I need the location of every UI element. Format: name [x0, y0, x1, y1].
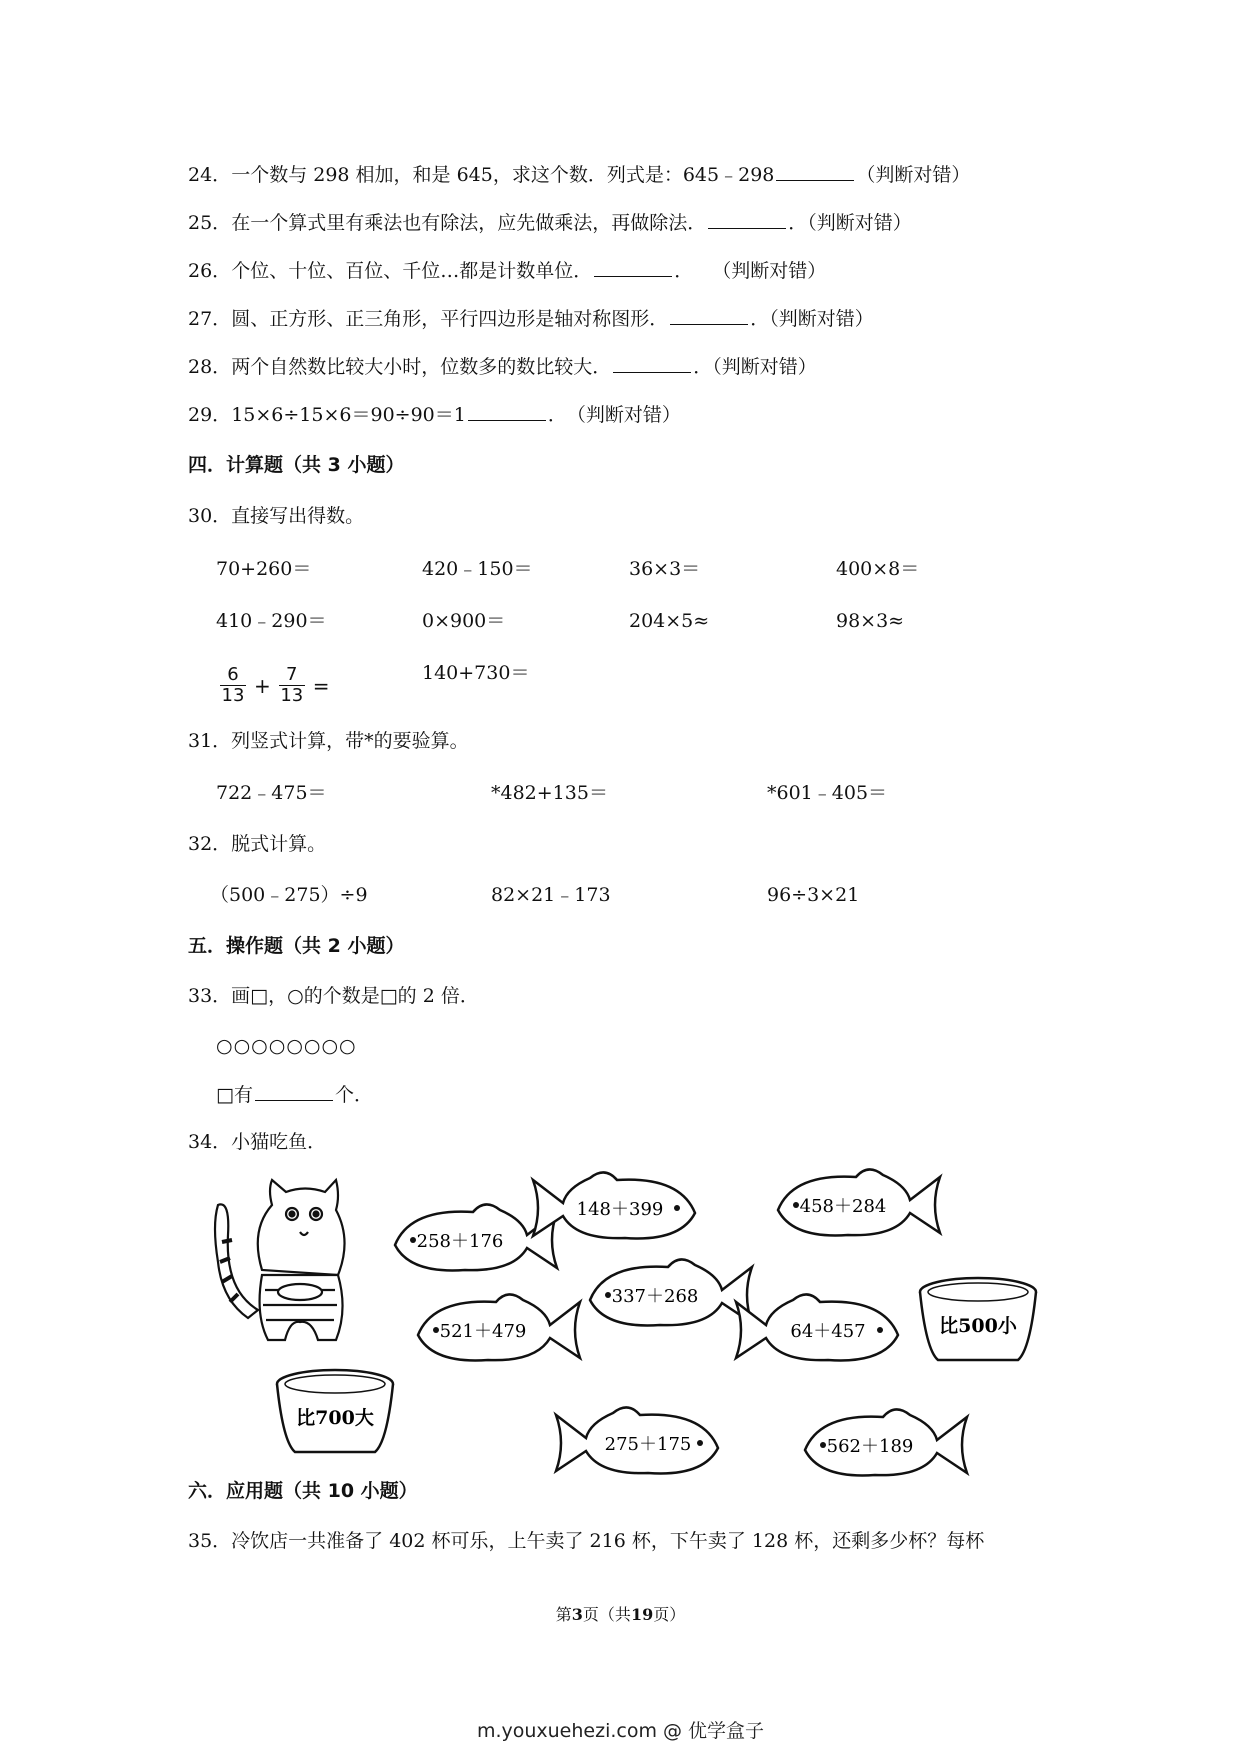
fish-label: 148＋399: [576, 1199, 664, 1220]
bowl-label: 比500小: [939, 1315, 1017, 1337]
question-28: 28．两个自然数比较大小时，位数多的数比较大． ．（判断对错）: [188, 356, 817, 378]
question-33-title: 33．画□，○的个数是□的 2 倍．: [188, 985, 479, 1007]
bowl-label: 比700大: [296, 1407, 374, 1429]
fish-label: 562＋189: [826, 1436, 914, 1457]
circles-row: ○○○○○○○○: [216, 1035, 357, 1057]
question-35: 35．冷饮店一共准备了 402 杯可乐，上午卖了 216 杯，下午卖了 128 杯，还剩多少杯？每杯: [188, 1530, 985, 1552]
q30-item: 400×8＝: [836, 558, 920, 580]
fish-label: 337＋268: [611, 1286, 699, 1307]
question-30-title: 30．直接写出得数。: [188, 505, 365, 527]
q30-item: 98×3≈: [836, 610, 905, 632]
bowl[interactable]: [920, 1278, 1036, 1360]
fish-label: 64＋457: [790, 1321, 866, 1342]
fraction-b: 7 13: [280, 664, 304, 706]
fish[interactable]: [778, 1169, 940, 1235]
question-31-title: 31．列竖式计算，带*的要验算。: [188, 730, 469, 752]
q30-item: 420﹣150＝: [422, 558, 533, 580]
fish-label: 258＋176: [416, 1231, 504, 1252]
q30-item: 410﹣290＝: [216, 610, 327, 632]
q30-item: 0×900＝: [422, 610, 506, 632]
q30-item: 140+730＝: [422, 662, 530, 684]
fraction-expression: 6 13 + 7 13 =: [221, 664, 330, 706]
section-5-title: 五．操作题（共 2 小题）: [188, 935, 405, 957]
q32-item: （500﹣275）÷9: [210, 884, 368, 906]
question-32-title: 32．脱式计算。: [188, 833, 327, 855]
q32-item: 82×21﹣173: [491, 884, 611, 906]
q31-item: *601﹣405＝: [767, 782, 888, 804]
fish-label: 458＋284: [799, 1196, 887, 1217]
question-29: 29．15×6÷15×6＝90÷90＝1 ． （判断对错）: [188, 404, 681, 426]
question-25: 25．在一个算式里有乘法也有除法，应先做乘法，再做除法． ．（判断对错）: [188, 212, 912, 234]
question-26: 26．个位、十位、百位、千位…都是计数单位． ． （判断对错）: [188, 260, 827, 282]
page-footer: 第3页（共19页）: [555, 1605, 686, 1624]
q31-item: 722﹣475＝: [216, 782, 327, 804]
fish[interactable]: [805, 1409, 967, 1475]
q30-item: 36×3＝: [629, 558, 701, 580]
fraction-a: 6 13: [221, 664, 245, 706]
watermark: m.youxuehezi.com @ 优学盒子: [476, 1720, 765, 1742]
bowl[interactable]: [277, 1370, 393, 1452]
cat-icon: [215, 1180, 345, 1340]
fish[interactable]: [590, 1259, 752, 1325]
section-4-title: 四．计算题（共 3 小题）: [188, 454, 405, 476]
fish[interactable]: [736, 1294, 898, 1360]
fish[interactable]: [418, 1294, 580, 1360]
question-34-title: 34．小猫吃鱼．: [188, 1131, 327, 1153]
fish[interactable]: [533, 1172, 695, 1238]
q30-item: 70+260＝: [216, 558, 312, 580]
question-24: 24．一个数与 298 相加，和是 645，求这个数．列式是：645﹣298 （判断对错）: [188, 164, 971, 186]
q32-item: 96÷3×21: [767, 884, 860, 906]
fish-label: 275＋175: [604, 1434, 692, 1455]
question-27: 27．圆、正方形、正三角形，平行四边形是轴对称图形． ．（判断对错）: [188, 308, 874, 330]
question-33-answer: □有 个．: [216, 1084, 373, 1106]
fish[interactable]: [556, 1407, 718, 1473]
section-6-title: 六．应用题（共 10 小题）: [188, 1480, 418, 1502]
fish-label: 521＋479: [439, 1321, 527, 1342]
q30-item: 204×5≈: [629, 610, 710, 632]
q31-item: *482+135＝: [491, 782, 608, 804]
